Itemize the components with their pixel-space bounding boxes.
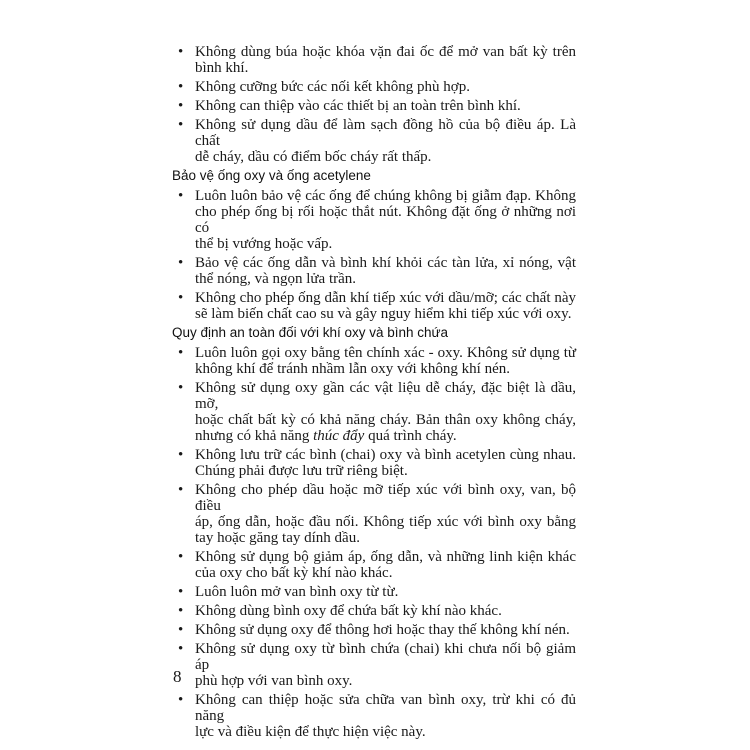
bullet-icon: • (178, 549, 184, 565)
bullet-icon: • (178, 380, 184, 396)
bullet-icon: • (178, 622, 184, 638)
list-item-text (195, 428, 576, 444)
list-item (172, 117, 576, 165)
bullet-icon: • (178, 117, 184, 133)
list-item-text: Không sử dụng dầu để làm sạch đồng hồ của bộ điều áp. Là chất (195, 117, 576, 149)
page-number: 8 (173, 667, 182, 686)
bullet-icon: • (178, 255, 184, 271)
bullet-icon: • (178, 641, 184, 657)
bullet-icon: • (178, 603, 184, 619)
list-item-text: Không sử dụng bộ giảm áp, ống dẫn, và những linh kiện khác (195, 549, 576, 565)
list-item (172, 44, 576, 76)
bullet-icon: • (178, 584, 184, 600)
list-item (172, 692, 576, 740)
list-item-text: thể bị vướng hoặc vấp. (195, 236, 333, 252)
list-item-text: Không sử dụng oxy gần các vật liệu dễ cháy, đặc biệt là dầu, mỡ, (195, 380, 576, 412)
list-item (172, 584, 576, 600)
bullet-icon: • (178, 44, 184, 60)
list-item (172, 549, 576, 581)
list-item-text: Không sử dụng oxy từ bình chứa (chai) khi chưa nối bộ giảm áp (195, 641, 576, 673)
list-item-text: Không lưu trữ các bình (chai) oxy và bình acetylen cùng nhau. (195, 447, 576, 463)
bullet-icon: • (178, 290, 184, 306)
list-item-text: Luôn luôn bảo vệ các ống để chúng không bị giẫm đạp. Không (195, 188, 576, 204)
list-item-text: hoặc chất bất kỳ có khả năng cháy. Bản thân oxy không cháy, (195, 412, 576, 428)
text-segment: quá trình cháy. (364, 428, 457, 444)
list-item (172, 603, 576, 619)
list-item-text: áp, ống dẫn, hoặc đầu nối. Không tiếp xúc với bình oxy bằng (195, 514, 576, 530)
list-item (172, 622, 576, 638)
list-item (172, 79, 576, 95)
list-item-text: Luôn luôn gọi oxy bằng tên chính xác - oxy. Không sử dụng từ (195, 345, 576, 361)
list-item-text: tay hoặc găng tay dính dầu. (195, 530, 360, 546)
text-segment: nhưng có khả năng (195, 428, 314, 444)
bullet-icon: • (178, 345, 184, 361)
section-heading: Bảo vệ ống oxy và ống acetylene (172, 168, 371, 183)
list-item (172, 345, 576, 377)
list-item-text: dễ cháy, dầu có điểm bốc cháy rất thấp. (195, 149, 432, 165)
bullet-icon: • (178, 447, 184, 463)
list-item (172, 641, 576, 689)
list-item (172, 188, 576, 252)
section-heading: Quy định an toàn đối với khí oxy và bình chứa (172, 325, 449, 340)
emphasis-text: thúc đẩy (313, 428, 365, 444)
list-item-text: Không can thiệp vào các thiết bị an toàn trên bình khí. (195, 98, 521, 114)
list-item-text: Chúng phải được lưu trữ riêng biệt. (195, 463, 408, 479)
list-item-text: lực và điều kiện để thực hiện việc này. (195, 724, 426, 740)
list-item-text: của oxy cho bất kỳ khí nào khác. (195, 565, 393, 581)
list-item (172, 447, 576, 479)
list-item (172, 98, 576, 114)
bullet-icon: • (178, 188, 184, 204)
list-item (172, 380, 576, 444)
list-item-text: Không dùng búa hoặc khóa vặn đai ốc để mở van bất kỳ trên (195, 44, 576, 60)
list-item-text: Bảo vệ các ống dẫn và bình khí khỏi các tàn lửa, xỉ nóng, vật (195, 255, 576, 271)
list-item-text: Luôn luôn mở van bình oxy từ từ. (195, 584, 399, 600)
list-item-text: sẽ làm biến chất cao su và gây nguy hiểm khi tiếp xúc với oxy. (195, 306, 572, 322)
list-item (172, 290, 576, 322)
bullet-icon: • (178, 692, 184, 708)
list-item (172, 482, 576, 546)
list-item-text: bình khí. (195, 60, 249, 76)
bullet-icon: • (178, 98, 184, 114)
list-item (172, 255, 576, 287)
bullet-icon: • (178, 482, 184, 498)
list-item-text: Không cưỡng bức các nối kết không phù hợp. (195, 79, 470, 95)
list-item-text: Không can thiệp hoặc sửa chữa van bình oxy, trừ khi có đủ năng (195, 692, 576, 724)
list-item-text: Không sử dụng oxy để thông hơi hoặc thay thế không khí nén. (195, 622, 570, 638)
list-item-text: không khí để tránh nhầm lẫn oxy với không khí nén. (195, 361, 510, 377)
list-item-text: cho phép ống bị rối hoặc thắt nút. Không đặt ống ở những nơi có (195, 204, 576, 236)
list-item-text: Không cho phép dầu hoặc mỡ tiếp xúc với bình oxy, van, bộ điều (195, 482, 576, 514)
list-item-text: Không dùng bình oxy để chứa bất kỳ khí nào khác. (195, 603, 502, 619)
list-item-text: Không cho phép ống dẫn khí tiếp xúc với dầu/mỡ; các chất này (195, 290, 576, 306)
document-page (172, 44, 576, 743)
list-item-text: phù hợp với van bình oxy. (195, 673, 353, 689)
list-item-text: thể nóng, và ngọn lửa trần. (195, 271, 357, 287)
bullet-icon: • (178, 79, 184, 95)
